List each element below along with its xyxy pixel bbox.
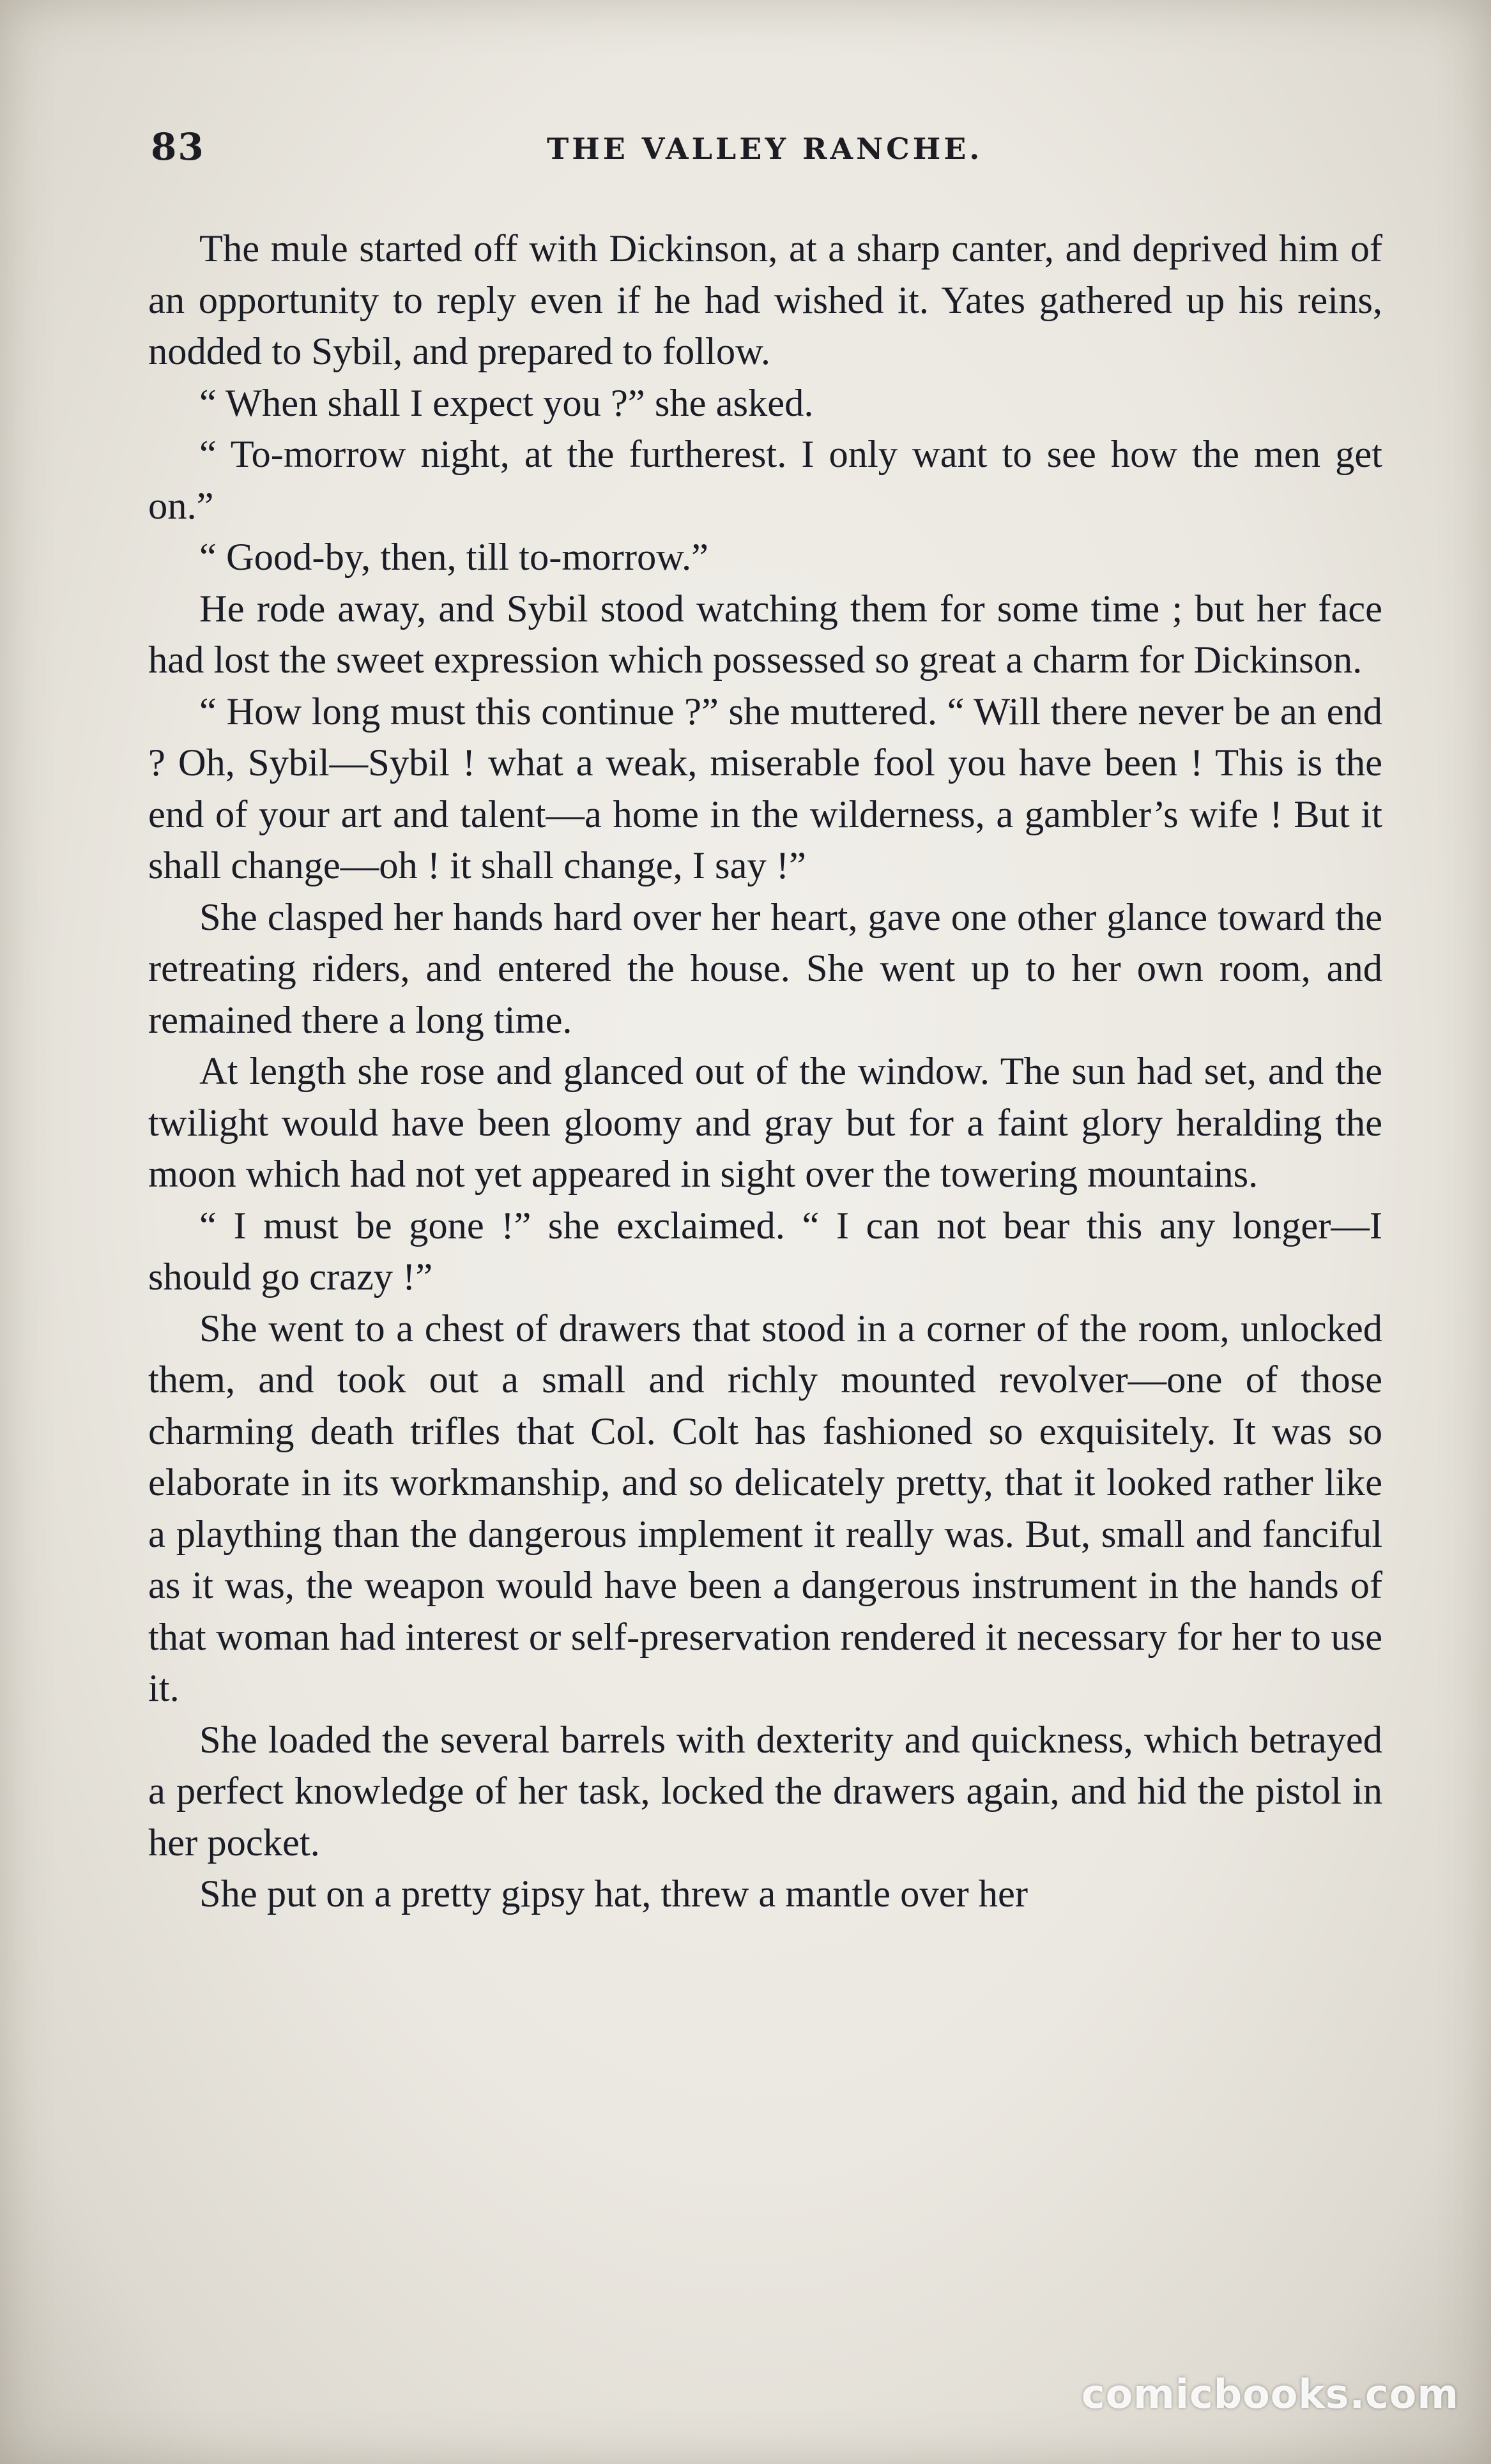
paragraph: She loaded the several barrels with dexterity and quickness, which betrayed a perfect knowledge of her task, locked the drawers again, and hid the pistol in her pocket.: [148, 1718, 1382, 1864]
paragraph: He rode away, and Sybil stood watching them for some time ; but her face had lost the sweet expression which possessed so great a charm for Dickinson.: [148, 587, 1382, 681]
paragraph: “ When shall I expect you ?” she asked.: [199, 381, 814, 425]
running-head: THE VALLEY RANCHE.: [547, 132, 983, 166]
watermark: comicbooks.com: [1081, 2371, 1459, 2417]
body-text: [148, 224, 1382, 1920]
paragraph: She went to a chest of drawers that stood in a corner of the room, unlocked them, and took out a small and richly mounted revolver—one of those charming death trifles that Col. Colt has fashioned so exquisitely. It was so elaborate in its workmanship, and so delicately pretty, that it looked rather like a plaything than the dangerous implement it really was. But, small and fanciful as it was, the weapon would have been a dangerous instrument in the hands of that woman had interest or self-preservation rendered it necessary for her to use it.: [148, 1307, 1382, 1710]
page-header: [151, 125, 1380, 176]
page-number: 83: [151, 125, 205, 169]
paragraph: “ Good-by, then, till to-morrow.”: [199, 536, 708, 579]
paragraph: She put on a pretty gipsy hat, threw a mantle over her: [199, 1873, 1028, 1915]
paragraph: “ I must be gone !” she exclaimed. “ I can not bear this any longer—I should go crazy !”: [148, 1204, 1382, 1298]
paragraph: “ To-morrow night, at the furtherest. I only want to see how the men get on.”: [148, 433, 1382, 528]
paragraph: At length she rose and glanced out of the window. The sun had set, and the twilight would have been gloomy and gray but for a faint glory heralding the moon which had not yet appeared in sight over the towering mountains.: [148, 1050, 1382, 1196]
paragraph: The mule started off with Dickinson, at a sharp canter, and deprived him of an opportunity to reply even if he had wished it. Yates gathered up his reins, nodded to Sybil, and prepared to follow.: [148, 227, 1382, 373]
paragraph: “ How long must this continue ?” she muttered. “ Will there never be an end ? Oh, Sybil—Sybil ! what a weak, miserable fool you have been ! This is the end of your art and talent—a home in the wilderness, a gambler’s wife ! But it shall change—oh ! it shall change, I say !”: [148, 690, 1382, 887]
paragraph: She clasped her hands hard over her heart, gave one other glance toward the retreating riders, and entered the house. She went up to her own room, and remained there a long time.: [148, 895, 1382, 1042]
